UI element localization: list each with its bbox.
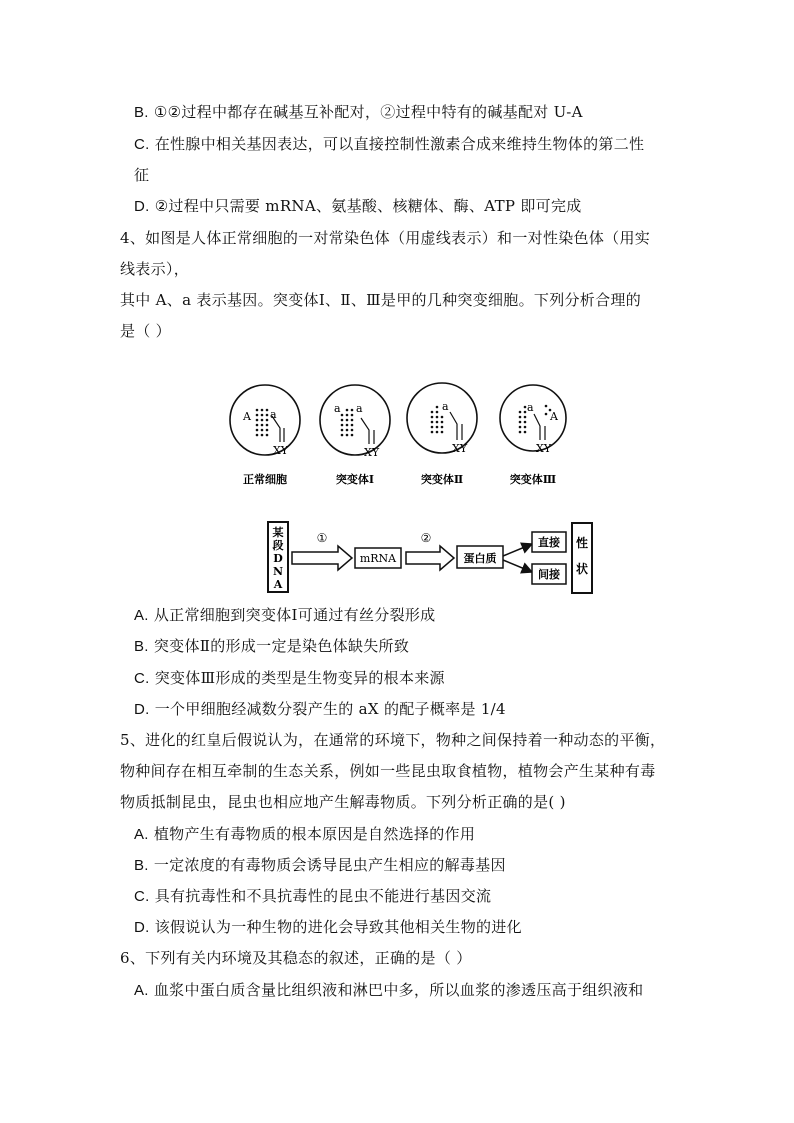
indirect-box: 间接 — [538, 568, 560, 581]
step-1-arrow — [292, 546, 352, 570]
sex-chromosomes: XY — [273, 444, 289, 457]
cell-label: 突变体Ⅲ — [509, 473, 557, 486]
cell-mutant-1 — [320, 385, 390, 486]
option-letter: C. — [134, 888, 150, 905]
q5-stem-line-2: 物种间存在相互牵制的生态关系，例如一些昆虫取食植物，植物会产生某种有毒 — [120, 762, 656, 780]
sex-chromosomes: XY — [536, 442, 552, 455]
option-letter: D. — [134, 701, 150, 718]
sex-chromosomes: XY — [452, 442, 468, 455]
option-text: 一定浓度的有毒物质会诱导昆虫产生相应的解毒基因 — [153, 856, 506, 874]
step-1-label: ① — [316, 531, 328, 545]
q3-option-d — [134, 196, 582, 217]
option-text: 在性腺中相关基因表达，可以直接控制性激素合成来维持生物体的第二性 — [154, 135, 645, 153]
option-text: 突变体Ⅱ的形成一定是染色体缺失所致 — [153, 637, 410, 655]
gene-label: a — [442, 400, 449, 413]
gene-label: A — [243, 410, 251, 423]
mrna-box: mRNA — [359, 552, 397, 565]
option-letter: D. — [134, 919, 150, 936]
q3-option-c-continued: 征 — [134, 166, 150, 184]
q3-option-b — [134, 102, 583, 123]
option-text: 具有抗毒性和不具抗毒性的昆虫不能进行基因交流 — [154, 887, 492, 905]
option-text: 从正常细胞到突变体Ⅰ可通过有丝分裂形成 — [153, 606, 436, 624]
q4-figure — [228, 382, 568, 602]
option-letter: A. — [134, 982, 149, 999]
trait-label: 性状 — [575, 536, 589, 576]
option-text: 血浆中蛋白质含量比组织液和淋巴中多，所以血浆的渗透压高于组织液和 — [153, 981, 644, 999]
q5-option-d — [134, 917, 522, 938]
q4-stem-line-1: 4、如图是人体正常细胞的一对常染色体（用虚线表示）和一对性染色体（用实 — [120, 229, 651, 247]
trait-box — [568, 519, 598, 597]
protein-box: 蛋白质 — [463, 552, 497, 565]
option-letter: A. — [134, 607, 149, 624]
q4-stem-line-4: 是（ ） — [120, 322, 171, 340]
option-letter: B. — [134, 104, 149, 121]
q5-option-a — [134, 824, 475, 845]
option-text: 一个甲细胞经减数分裂产生的 aX 的配子概率是 1/4 — [154, 700, 506, 718]
gene-expression-flow — [268, 522, 566, 592]
option-text: ①②过程中都存在碱基互补配对，②过程中特有的碱基配对 U-A — [153, 103, 583, 121]
q5-option-c — [134, 886, 491, 907]
source-dna-label: 某段 D N A — [272, 526, 284, 591]
option-letter: C. — [134, 136, 150, 153]
direct-box: 直接 — [538, 536, 560, 549]
step-2-label: ② — [420, 531, 432, 545]
q5-stem-line-3: 物质抵制昆虫，昆虫也相应地产生解毒物质。下列分析正确的是( ) — [120, 793, 566, 811]
option-letter: A. — [134, 826, 149, 843]
cell-normal — [230, 385, 300, 486]
q6-option-a — [134, 980, 643, 1001]
option-letter: C. — [134, 670, 150, 687]
cell-mutant-2 — [407, 383, 477, 486]
option-text: ②过程中只需要 mRNA、氨基酸、核糖体、酶、ATP 即可完成 — [154, 197, 582, 215]
option-text: 该假说认为一种生物的进化会导致其他相关生物的进化 — [154, 918, 522, 936]
option-letter: B. — [134, 857, 149, 874]
q3-option-c — [134, 134, 644, 155]
q4-option-b — [134, 636, 409, 657]
gene-label: a — [356, 402, 363, 415]
cell-label: 突变体Ⅰ — [335, 473, 375, 486]
step-2-arrow — [406, 546, 454, 570]
q4-stem-line-3: 其中 A、a 表示基因。突变体Ⅰ、Ⅱ、Ⅲ是甲的几种突变细胞。下列分析合理的 — [120, 291, 642, 309]
gene-label: a — [527, 401, 534, 414]
q4-option-d — [134, 699, 506, 720]
sex-chromosomes: XY — [364, 446, 380, 459]
q5-stem-line-1: 5、进化的红皇后假说认为，在通常的环境下，物种之间保持着一种动态的平衡， — [120, 731, 666, 749]
cell-mutant-3 — [500, 385, 566, 486]
gene-label: a — [334, 402, 341, 415]
q4-stem-line-2: 线表示）， — [120, 260, 190, 278]
gene-label: a — [270, 408, 277, 421]
q5-option-b — [134, 855, 506, 876]
cell-label: 突变体Ⅱ — [420, 473, 464, 486]
q4-option-a — [134, 605, 436, 626]
option-text: 植物产生有毒物质的根本原因是自然选择的作用 — [153, 825, 476, 843]
option-text: 突变体Ⅲ形成的类型是生物变异的根本来源 — [154, 669, 445, 687]
q4-option-c — [134, 668, 445, 689]
option-letter: B. — [134, 638, 149, 655]
gene-label: A — [550, 410, 558, 423]
q6-stem-line-1: 6、下列有关内环境及其稳态的叙述，正确的是（ ） — [120, 949, 472, 967]
option-letter: D. — [134, 198, 150, 215]
cell-label: 正常细胞 — [243, 473, 287, 486]
